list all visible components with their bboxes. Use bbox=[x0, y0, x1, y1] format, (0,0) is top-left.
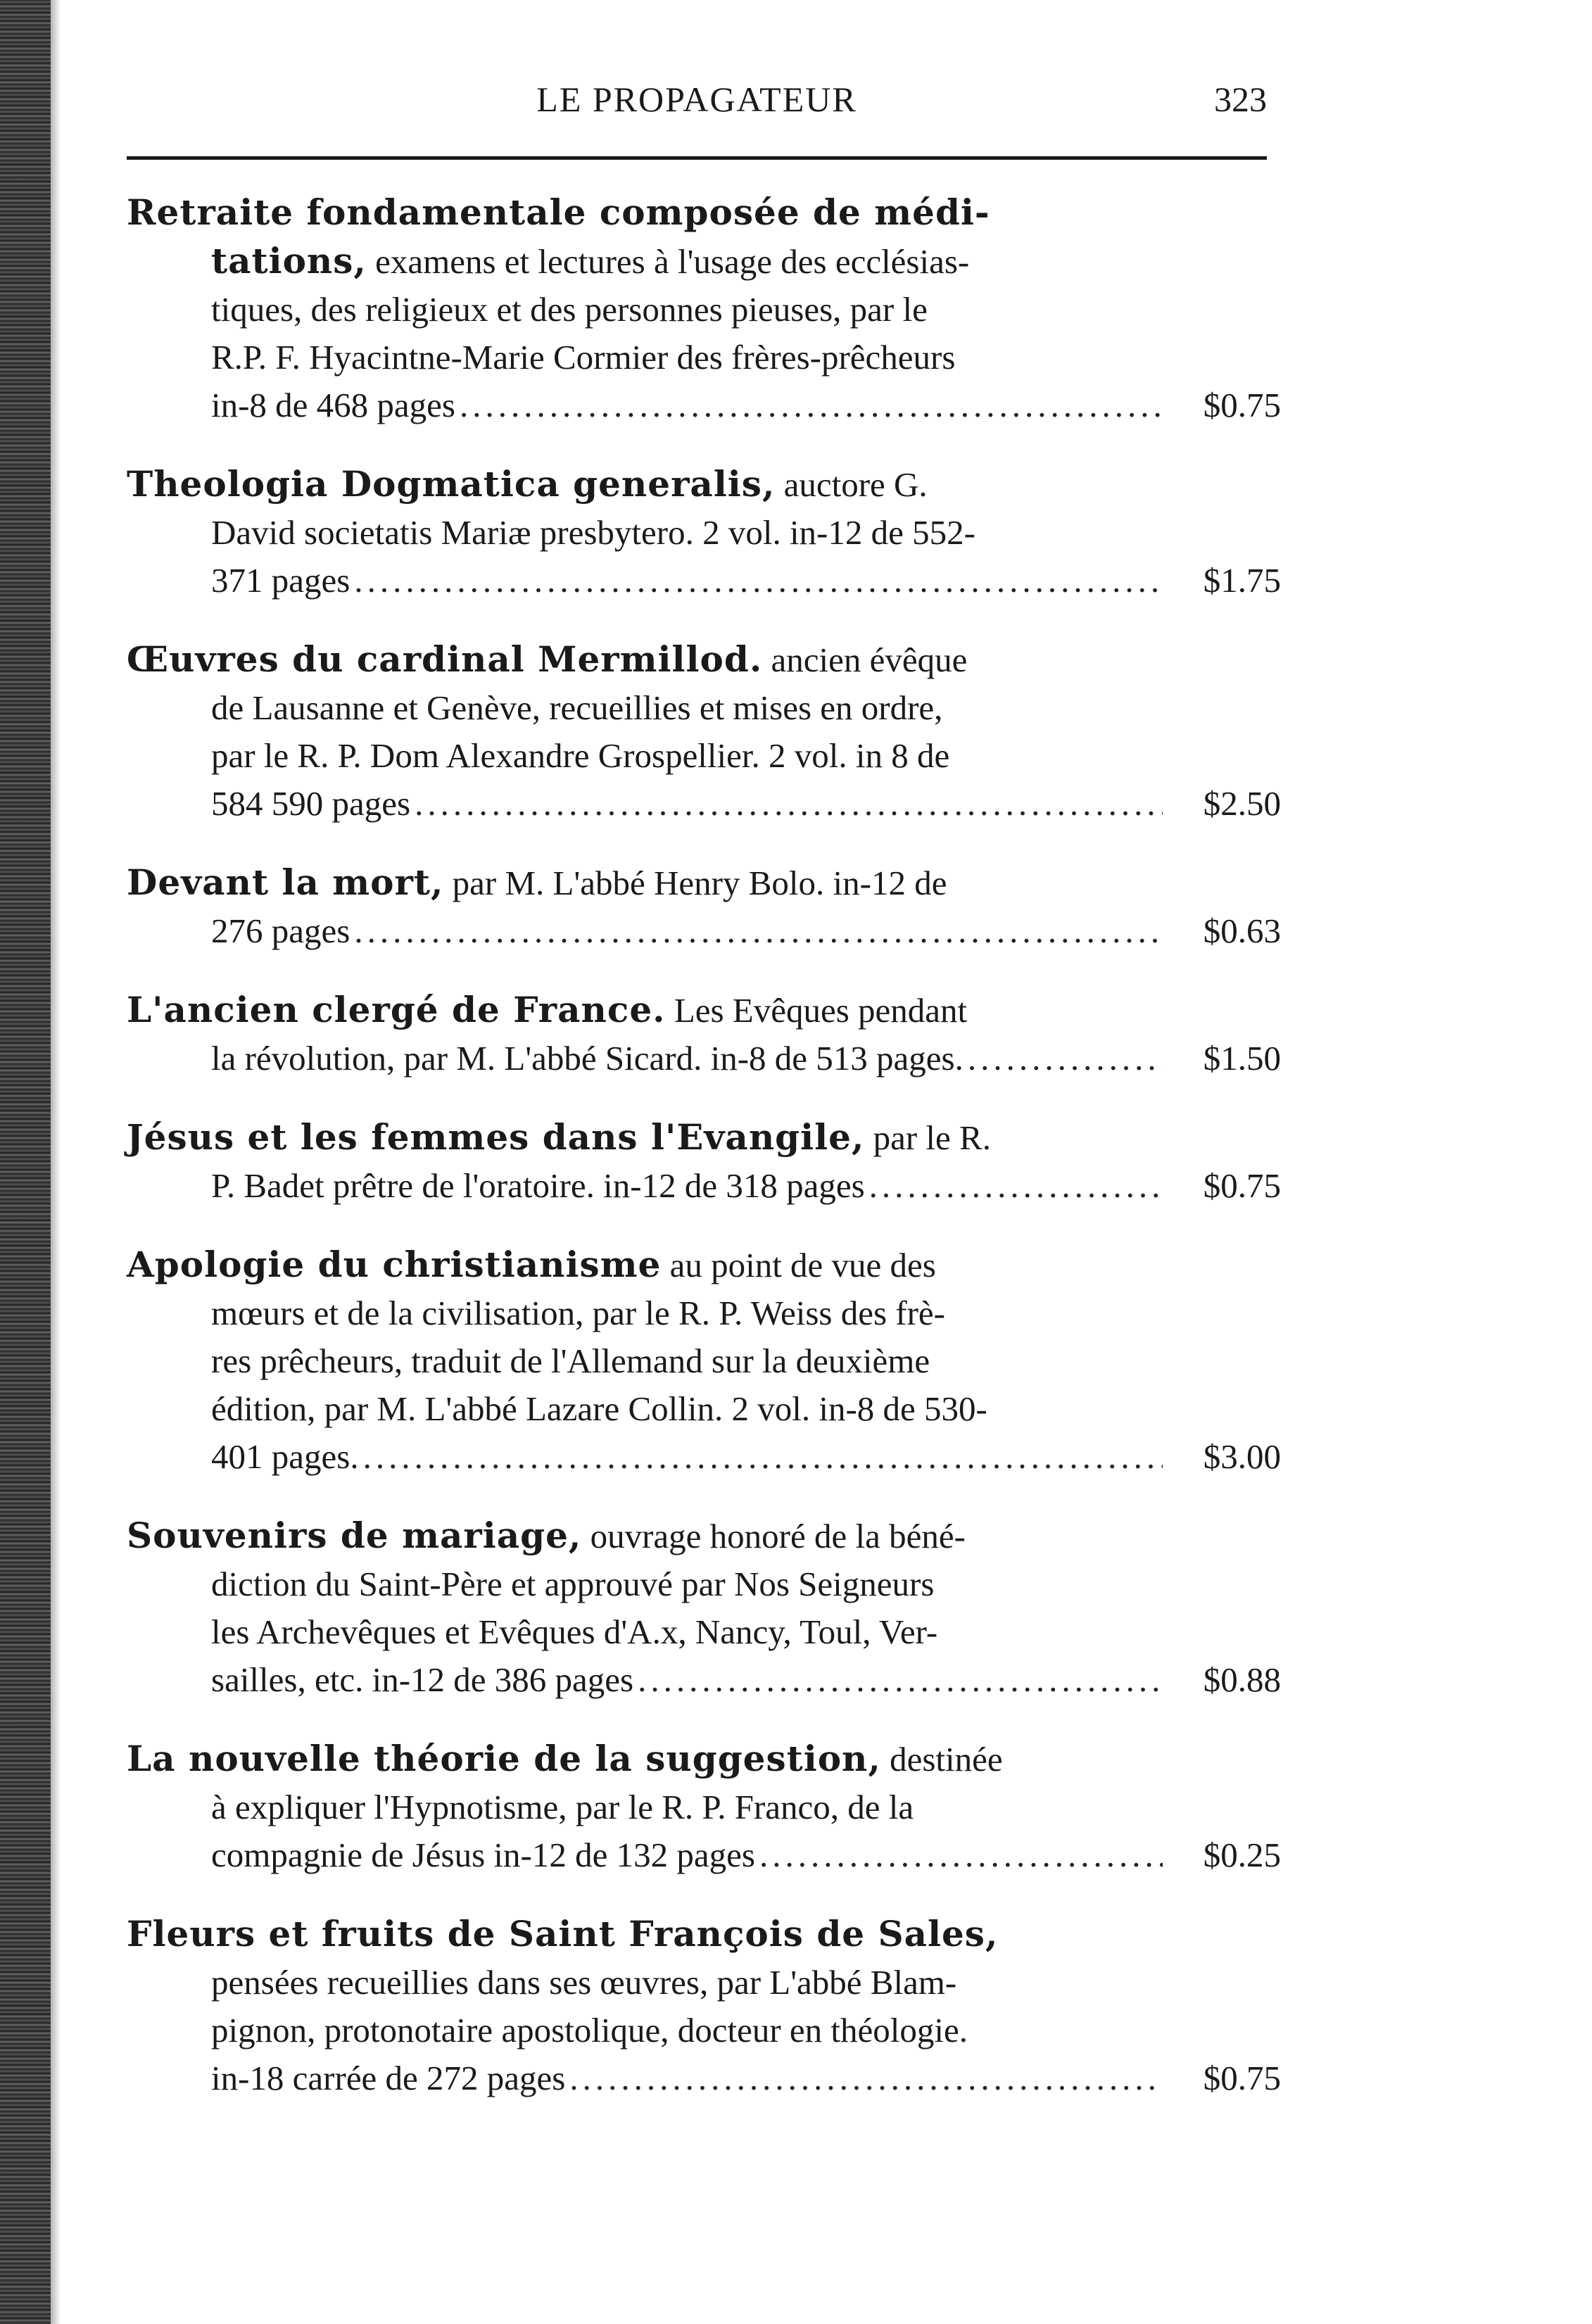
entry-price-line bbox=[127, 381, 1281, 429]
dot-leader bbox=[415, 780, 1163, 828]
entry-text: Les Evêques pendant bbox=[665, 991, 968, 1030]
entry-price-line-text: 401 pages. bbox=[211, 1437, 359, 1476]
catalogue-entry bbox=[127, 1910, 1281, 2102]
dot-leader bbox=[869, 1162, 1163, 1210]
entry-text: David societatis Mariæ presbytero. 2 vol. in-12 de 552- bbox=[211, 513, 975, 552]
entry-text: auctore G. bbox=[775, 465, 928, 504]
entry-price-line-text: in-18 carrée de 272 pages bbox=[211, 2059, 566, 2097]
entry-text: ancien évêque bbox=[762, 640, 968, 679]
entry-title: Theologia Dogmatica generalis, bbox=[127, 463, 776, 505]
entry-text: tiques, des religieux et des personnes pieuses, par le bbox=[211, 290, 928, 329]
dot-leader bbox=[569, 2054, 1163, 2102]
entry-price-line-text: 584 590 pages bbox=[211, 784, 411, 823]
entry-text: diction du Saint-Père et approuvé par Nos Seigneurs bbox=[211, 1565, 935, 1603]
entry-line bbox=[127, 1783, 1281, 1831]
entry-text: R.P. F. Hyacintne-Marie Cormier des frères-prêcheurs bbox=[211, 338, 956, 377]
entry-price-line bbox=[127, 1831, 1281, 1879]
entry-price: $0.75 bbox=[1203, 1166, 1281, 1205]
entry-price-line-text: P. Badet prêtre de l'oratoire. in-12 de 318 pages bbox=[211, 1166, 865, 1205]
entry-text: ouvrage honoré de la béné- bbox=[581, 1517, 966, 1555]
entry-price-line-text: 276 pages bbox=[211, 911, 350, 950]
entry-text: au point de vue des bbox=[661, 1246, 936, 1284]
catalogue-entry bbox=[127, 1113, 1281, 1210]
entry-title: Jésus et les femmes dans l'Evangile, bbox=[127, 1116, 865, 1158]
entry-line bbox=[127, 1910, 1281, 1959]
scan-binding-edge bbox=[0, 0, 51, 2324]
catalogue-entry bbox=[127, 189, 1281, 429]
entry-text: par le R. P. Dom Alexandre Grospellier. 2 vol. in 8 de bbox=[211, 736, 950, 775]
catalogue-entry bbox=[127, 986, 1281, 1082]
entry-price-line-text: 371 pages bbox=[211, 561, 350, 600]
entry-text: pensées recueillies dans ses œuvres, par L'abbé Blam- bbox=[211, 1963, 957, 2002]
dot-leader bbox=[363, 1433, 1163, 1481]
entry-price: $0.88 bbox=[1203, 1660, 1281, 1699]
dot-leader bbox=[354, 907, 1163, 955]
entry-text: pignon, protonotaire apostolique, docteur en théologie. bbox=[211, 2011, 968, 2050]
entry-line bbox=[127, 684, 1281, 732]
header-rule bbox=[127, 156, 1267, 160]
entry-price: $2.50 bbox=[1203, 784, 1281, 823]
entry-line bbox=[127, 1385, 1281, 1433]
entry-line bbox=[127, 1241, 1281, 1289]
entry-price: $0.63 bbox=[1203, 911, 1281, 950]
catalogue-entry bbox=[127, 636, 1281, 828]
page-header bbox=[127, 79, 1267, 135]
entry-line bbox=[127, 1113, 1281, 1162]
entry-line bbox=[127, 1608, 1281, 1656]
entry-line bbox=[127, 986, 1281, 1035]
entry-text: de Lausanne et Genève, recueillies et mises en ordre, bbox=[211, 688, 943, 727]
catalogue-entry bbox=[127, 460, 1281, 605]
entry-line bbox=[127, 237, 1281, 286]
entry-price-line-text: la révolution, par M. L'abbé Sicard. in-8 de 513 pages. bbox=[211, 1039, 964, 1078]
entry-line bbox=[127, 189, 1281, 237]
catalogue-entry bbox=[127, 1241, 1281, 1481]
dot-leader bbox=[638, 1656, 1163, 1704]
entry-price-line-text: sailles, etc. in-12 de 386 pages bbox=[211, 1660, 634, 1699]
entry-line bbox=[127, 2007, 1281, 2054]
entry-text: mœurs et de la civilisation, par le R. P. Weiss des frè- bbox=[211, 1294, 945, 1332]
entry-text: res prêcheurs, traduit de l'Allemand sur la deuxième bbox=[211, 1341, 930, 1380]
entry-price-line bbox=[127, 1035, 1281, 1082]
entry-line bbox=[127, 1289, 1281, 1337]
page-number: 323 bbox=[1214, 80, 1267, 119]
entry-text: édition, par M. L'abbé Lazare Collin. 2 vol. in-8 de 530- bbox=[211, 1389, 987, 1428]
entry-line bbox=[127, 1512, 1281, 1560]
dot-leader bbox=[968, 1035, 1163, 1082]
entry-price-line bbox=[127, 780, 1281, 828]
entry-price: $1.75 bbox=[1203, 561, 1281, 600]
entry-title: Devant la mort, bbox=[127, 861, 444, 903]
catalogue-entry bbox=[127, 1735, 1281, 1879]
entry-price: $0.75 bbox=[1203, 386, 1281, 424]
catalogue-entry bbox=[127, 1512, 1281, 1704]
entry-price-line bbox=[127, 1162, 1281, 1210]
running-title: LE PROPAGATEUR bbox=[536, 80, 857, 119]
entry-line bbox=[127, 334, 1281, 381]
entry-price-line bbox=[127, 2054, 1281, 2102]
entry-title: Retraite fondamentale composée de médi- bbox=[127, 191, 990, 233]
entry-title: Fleurs et fruits de Saint François de Sales, bbox=[127, 1913, 999, 1954]
entry-price-line-text: compagnie de Jésus in-12 de 132 pages bbox=[211, 1836, 755, 1874]
entry-price-line bbox=[127, 907, 1281, 955]
entry-line bbox=[127, 859, 1281, 907]
entry-title: Œuvres du cardinal Mermillod. bbox=[127, 638, 763, 680]
entry-line bbox=[127, 460, 1281, 509]
entry-price-line bbox=[127, 557, 1281, 605]
entry-title: tations, bbox=[211, 240, 367, 282]
entry-price-line bbox=[127, 1433, 1281, 1481]
dot-leader bbox=[460, 381, 1163, 429]
entry-line bbox=[127, 509, 1281, 557]
entry-text: examens et lectures à l'usage des ecclésias- bbox=[366, 242, 970, 281]
entry-text: à expliquer l'Hypnotisme, par le R. P. Franco, de la bbox=[211, 1788, 914, 1826]
entry-title: L'ancien clergé de France. bbox=[127, 989, 666, 1030]
entry-price-line-text: in-8 de 468 pages bbox=[211, 386, 455, 424]
entry-line bbox=[127, 636, 1281, 684]
entry-line bbox=[127, 1959, 1281, 2007]
entry-text: destinée bbox=[880, 1740, 1003, 1779]
catalogue-entries bbox=[127, 189, 1281, 2133]
entry-line bbox=[127, 1337, 1281, 1385]
entry-price: $0.25 bbox=[1203, 1836, 1281, 1874]
entry-price: $0.75 bbox=[1203, 2059, 1281, 2097]
entry-price: $1.50 bbox=[1203, 1039, 1281, 1078]
entry-title: Souvenirs de mariage, bbox=[127, 1515, 582, 1556]
catalogue-entry bbox=[127, 859, 1281, 955]
entry-text: les Archevêques et Evêques d'A.x, Nancy, Toul, Ver- bbox=[211, 1612, 938, 1651]
dot-leader bbox=[759, 1831, 1163, 1879]
entry-text: par M. L'abbé Henry Bolo. in-12 de bbox=[443, 864, 947, 902]
entry-line bbox=[127, 286, 1281, 334]
entry-text: par le R. bbox=[864, 1118, 991, 1157]
entry-line bbox=[127, 1560, 1281, 1608]
entry-price: $3.00 bbox=[1203, 1437, 1281, 1476]
entry-title: Apologie du christianisme bbox=[127, 1244, 662, 1285]
entry-line bbox=[127, 732, 1281, 780]
entry-title: La nouvelle théorie de la suggestion, bbox=[127, 1738, 881, 1779]
entry-price-line bbox=[127, 1656, 1281, 1704]
entry-line bbox=[127, 1735, 1281, 1783]
dot-leader bbox=[354, 557, 1163, 605]
